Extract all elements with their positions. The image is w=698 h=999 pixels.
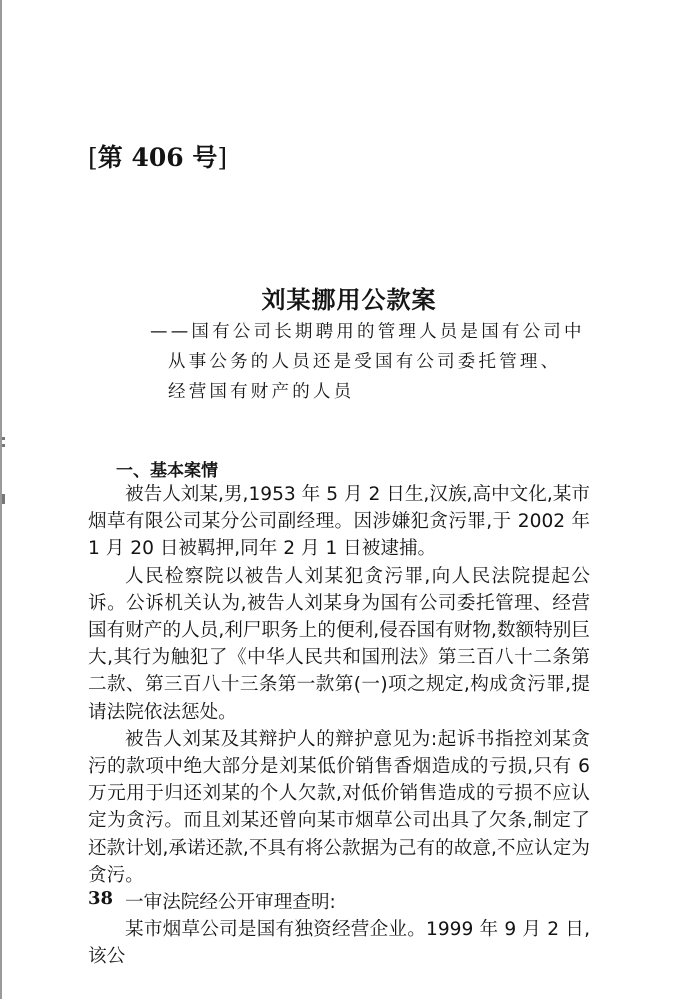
- case-title: 刘某挪用公款案: [261, 285, 437, 314]
- paragraph: 被告人刘某,男,1953 年 5 月 2 日生,汉族,高中文化,某市烟草有限公司某分公司副经理。因涉嫌犯贪污罪,于 2002 年 1 月 20 日被羁押,同年 2 月 1 日被逮捕。: [88, 484, 590, 560]
- body-text: [88, 481, 590, 971]
- paragraph: 被告人刘某及其辩护人的辩护意见为:起诉书指控刘某贪污的款项中绝大部分是刘某低价销售香烟造成的亏损,只有 6 万元用于归还刘某的个人欠款,对低价销售造成的亏损不应认定为贪污。而且刘某还曾向某市烟草公司出具了欠条,制定了还款计划,承诺还款,不具有将公款据为己有的故意,不应认定为贪污。: [88, 728, 590, 886]
- scan-mark: [2, 437, 5, 440]
- subtitle-line: 从事公务的人员还是受国有公司委托管理、: [168, 352, 562, 372]
- paragraph: 人民检察院以被告人刘某犯贪污罪,向人民法院提起公诉。公诉机关认为,被告人刘某身为国有公司委托管理、经营国有财产的人员,利尸职务上的便利,侵吞国有财物,数额特别巨大,其行为触犯了《中华人民共和国刑法》第三百八十二条第二款、第三百八十三条第一款第(一)项之规定,构成贪污罪,提请法院依法惩处。: [88, 565, 590, 723]
- paragraph: 某市烟草公司是国有独资经营企业。1999 年 9 月 2 日,该公: [88, 919, 590, 968]
- case-number-label: 第 406 号: [97, 143, 218, 172]
- subtitle-line: 经营国有财产的人员: [168, 382, 355, 402]
- page-number: 38: [88, 888, 114, 909]
- scan-mark: [2, 444, 5, 447]
- bracket-close: ]: [217, 143, 228, 172]
- paragraph: 一审法院经公开审理查明:: [125, 892, 336, 914]
- subtitle-line: ——国有公司长期聘用的管理人员是国有公司中: [150, 322, 585, 342]
- bracket-open: [: [88, 143, 98, 172]
- section-heading: 一、基本案情: [116, 461, 218, 481]
- case-number: [88, 138, 227, 174]
- scan-mark: [2, 494, 5, 504]
